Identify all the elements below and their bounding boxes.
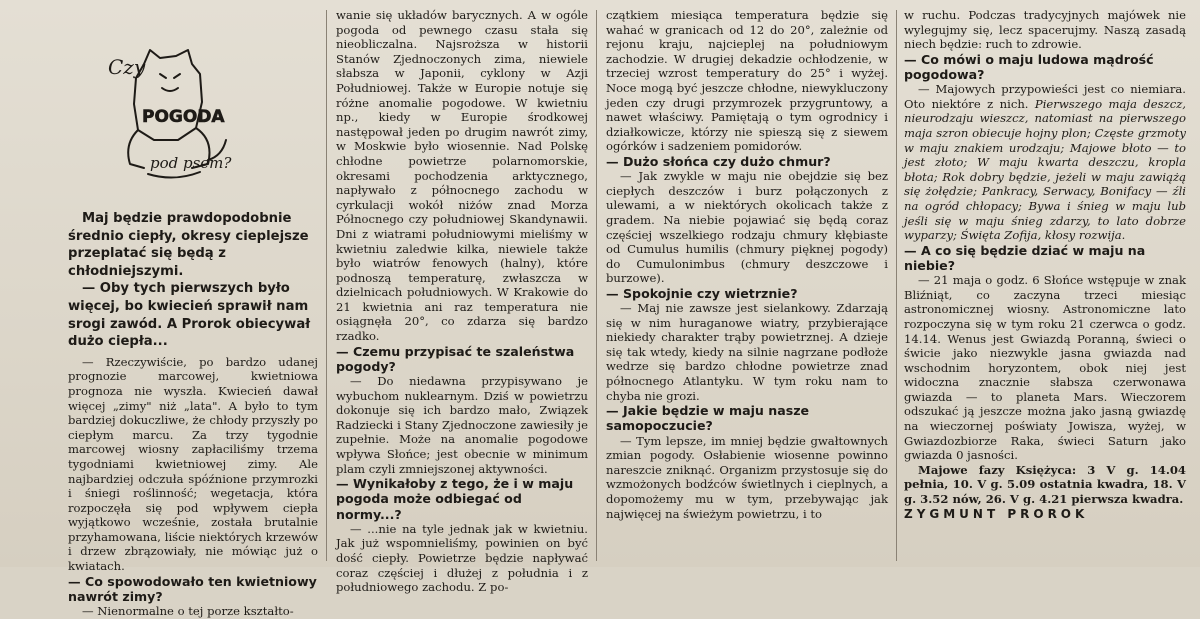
logo-line1: Czy [108, 55, 146, 79]
paragraph: wanie się układów barycznych. A w ogóle pogoda od pewnego czasu stała się nieobliczalna. Najsroższa w historii Stanów Zjednoczonych zima, niewiele słabsza w Japonii, cyklony w Azji Południowej. Także w Europie notuje się różne anomalie pogodowe. W kwietniu np., kiedy w Europie środkowej następował jeden po drugim nawrót zimy, w Moskwie było wiosennie. Nad Polskę chłodne powietrze polarnomorskie, okresami pochodzenia arktycznego, napływało z północnego zachodu w cyrkulacji wokół niżów znad Morza Północnego czy południowej Skandynawii. Dni z wiatrami południowymi mieliśmy w kwietniu zaledwie kilka, niewiele także było wiatrów fenowych (halny), które podnoszą temperaturę, zwłaszcza w dzielnicach południowych. W Krakowie do 21 kwietnia ani raz temperatura nie osiągnęła 20°, co zdarza się bardzo rzadko. [336, 8, 588, 344]
pogoda-pod-psem-logo [104, 44, 236, 184]
moon-phases: Majowe fazy Księżyca: 3 V g. 14.04 pełnia, 10. V g. 5.09 ostatnia kwadra, 18. V g. 3.52 nów, 26. V g. 4.21 pierwsza kwadra. [904, 462, 1186, 507]
column-divider [326, 10, 327, 561]
column-4 [904, 8, 1186, 564]
question-heading: — Spokojnie czy wietrznie? [606, 285, 798, 301]
paragraph: w ruchu. Podczas tradycyjnych majówek nie wylegujmy się, lecz spacerujmy. Naszą zasadą niech będzie: ruch to zdrowie. [904, 8, 1186, 52]
question-heading: — Dużo słońca czy dużo chmur? [606, 153, 831, 169]
paragraph: — Tym lepsze, im mniej będzie gwałtownych zmian pogody. Osłabienie wiosenne powinno nareszcie zniknąć. Organizm przystosuje się do wzmożonych bodźców świetlnych i cieplnych, a dopomożemy mu w tym, przebywając jak najwięcej na świeżym powietrzu, i to [606, 433, 888, 521]
author-signature: ZYGMUNT PROROK [904, 506, 1089, 521]
paragraph: — Rzeczywiście, po bardzo udanej prognozie marcowej, kwietniowa prognoza nie wyszła. Kwiecień dawał więcej „zimy" niż „lata". A było to tym bardziej dokuczliwe, że chłody przyszły po ciepłym marcu. Za trzy tygodnie marcowej wiosny zapłaciliśmy trzema tygodniami kwietniowej zimy. Ale najbardziej odczuła spóźnione przymrozki i śniegi roślinność; wegetacja, która rozpoczęła się pod wpływem ciepła wyjątkowo wcześnie, została brutalnie przyhamowana, liście niektórych krzewów i drzew zbrązowiały, nie mówiąc już o kwiatach. [68, 354, 318, 574]
question-heading: — Wynikałoby z tego, że i w maju pogoda może odbiegać od normy...? [336, 476, 574, 522]
question-heading: — Co spowodowało ten kwietniowy nawrót zimy? [68, 573, 317, 604]
paragraph: — 21 maja o godz. 6 Słońce wstępuje w znak Bliźniąt, co zaczyna trzeci miesiąc astronomicznej wiosny. Astronomiczne lato rozpoczyna się w tym roku 21 czerwca o godz. 14.14. Wenus jest Gwiazdą Poranną, świeci o świcie jako niezwykle jasna gwiazda nad wschodnim horyzontem, obok niej jest widoczna znacznie słabsza czerwonawa gwiazda — to planeta Mars. Wieczorem odszukać ją jeszcze można jako jasną gwiazdę na wieczornej poświaty Jowisza, wyżej, w Gwiazdozbiorze Raka, świeci Saturn jako gwiazda 0 jasności. [904, 273, 1186, 463]
question-heading: — Co mówi o maju ludowa mądrość pogodowa? [904, 51, 1154, 82]
question-heading: — A co się będzie dziać w maju na niebie? [904, 242, 1146, 273]
paragraph [904, 82, 1186, 243]
column-2 [336, 8, 588, 595]
logo-line2: POGODA [142, 107, 225, 127]
lead-question: — Oby tych pierwszych było więcej, bo kwiecień sprawił nam srogi zawód. A Prorok obiecywał dużo ciepła... [68, 281, 311, 350]
paragraph: czątkiem miesiąca temperatura będzie się wahać w granicach od 12 do 20°, zależnie od rejonu kraju, najcieplej na południowym zachodzie. W drugiej dekadzie ochłodzenie, w trzeciej wzrost temperatury do 25° i wyżej. Noce mogą być jeszcze chłodne, niewykluczony jeden czy drugi przymrozek przygruntowy, a nawet właściwy. Pamiętają o tym ogrodnicy i działkowicze, którzy nie spieszą się z siewem ogórków i sadzeniem pomidorów. [606, 8, 888, 154]
proverbs-text: Pierwszego maja deszcz, nieurodzaju wieszcz, natomiast na pierwszego maja szron obiecuje hojny plon; Częste grzmoty w maju znakiem urodzaju; Majowe błoto — to jest złoto; W maju kwarta deszczu, kropla błota; Rok dobry będzie, jeżeli w maju zawiążą się żołędzie; Pankracy, Serwacy, Bonifacy — źli na ogród chłopacy; Bywa i śnieg w maju lub jeśli się w maju śnieg zdarzy, to lato dobrze wyparzy; Święta Zofija, kłosy rozwija. [904, 96, 1186, 243]
column-divider [596, 10, 597, 561]
paragraph: — Jak zwykle w maju nie obejdzie się bez ciepłych deszczów i burz połączonych z ulewami, a w niektórych okolicach także z gradem. Na niebie pojawiać się będą coraz częściej wszelkiego rodzaju chmury kłębiaste od Cumulus humilis (chmury pięknej pogody) do Cumulonimbus (chmury deszczowe i burzowe). [606, 169, 888, 286]
paragraph: — Nienormalne o tej porze kształto- [82, 604, 294, 619]
column-3 [606, 8, 888, 564]
paragraph: — ...nie na tyle jednak jak w kwietniu. Jak już wspomnieliśmy, powinien on być dość ciepły. Powietrze będzie napływać coraz częściej i dłużej z południa i z południowego zachodu. Z po- [336, 521, 588, 595]
lead-intro: Maj będzie prawdopodobnie średnio ciepły, okresy cieplejsze przeplatać się będą z chłodniejszymi. [68, 211, 309, 279]
paragraph-intro: — Majowych przypowieści jest co niemiara. Oto niektóre z nich. [904, 82, 1186, 111]
column-divider [896, 10, 897, 561]
paragraph: — Do niedawna przypisywano je wybuchom nuklearnym. Dziś w powietrzu dokonuje się ich bardzo mało, Związek Radziecki i Stany Zjednoczone zawiesiły je zupełnie. Może na anomalie pogodowe wpływa Słońce; jest obecnie w minimum plam czyli zmniejszonej aktywności. [336, 374, 588, 476]
question-heading: — Czemu przypisać te szaleństwa pogody? [336, 343, 575, 374]
paragraph: — Maj nie zawsze jest sielankowy. Zdarzają się w nim huraganowe wiatry, przybierające niekiedy charakter trąby powietrznej. A dzieje się tak wtedy, kiedy na silnie nagrzane podłoże wedrze się bardzo chłodne powietrze znad północnego Atlantyku. W tym roku nam to chyba nie grozi. [606, 301, 888, 403]
column-1 [68, 210, 318, 619]
question-heading: — Jakie będzie w maju nasze samopoczucie? [606, 403, 810, 434]
logo-line3: pod psem? [150, 154, 232, 172]
